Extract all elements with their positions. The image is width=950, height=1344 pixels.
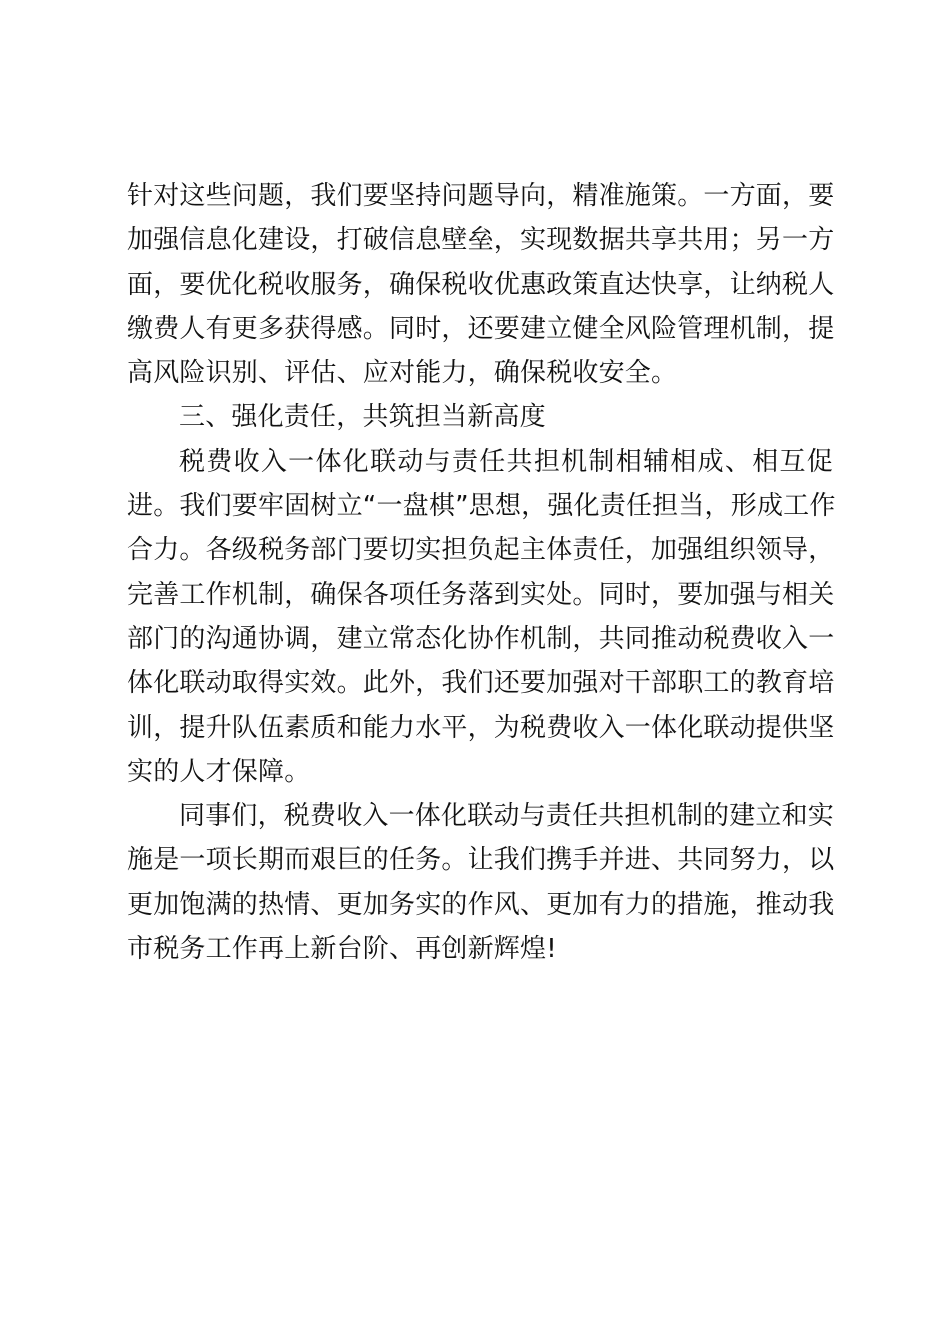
text-line: 实的人才保障。 (127, 756, 311, 787)
text-line: 训，提升队伍素质和能力水平，为税费收入一体化联动提供坚 (127, 712, 835, 743)
text-line: 同事们，税费收入一体化联动与责任共担机制的建立和实 (179, 801, 835, 832)
text-line: 合力。各级税务部门要切实担负起主体责任，加强组织领导， (127, 535, 835, 566)
text-line: 进。我们要牢固树立“一盘棋”思想，强化责任担当，形成工作 (127, 491, 836, 522)
document-body (127, 174, 836, 971)
text-line: 完善工作机制，确保各项任务落到实处。同时，要加强与相关 (127, 579, 835, 610)
text-line: 市税务工作再上新台阶、再创新辉煌! (127, 934, 557, 965)
paragraph-closing (127, 794, 833, 971)
text-line: 面，要优化税收服务，确保税收优惠政策直达快享，让纳税人 (127, 269, 835, 300)
paragraph-problem-measures (127, 174, 833, 395)
text-line: 更加饱满的热情、更加务实的作风、更加有力的措施，推动我 (127, 889, 835, 920)
paragraph-responsibility (127, 440, 836, 794)
text-line: 体化联动取得实效。此外，我们还要加强对干部职工的教育培 (127, 668, 835, 699)
text-line: 税费收入一体化联动与责任共担机制相辅相成、相互促 (179, 446, 833, 477)
text-line: 部门的沟通协调，建立常态化协作机制，共同推动税费收入一 (127, 623, 835, 654)
section-heading: 三、强化责任，共筑担当新高度 (179, 402, 546, 433)
text-line: 针对这些问题，我们要坚持问题导向，精准施策。一方面，要 (127, 181, 835, 211)
text-line: 施是一项长期而艰巨的任务。让我们携手并进、共同努力，以 (127, 845, 835, 876)
text-line: 加强信息化建设，打破信息壁垒，实现数据共享共用；另一方 (127, 225, 835, 256)
text-line: 缴费人有更多获得感。同时，还要建立健全风险管理机制，提 (127, 313, 835, 344)
text-line: 高风险识别、评估、应对能力，确保税收安全。 (127, 358, 678, 389)
